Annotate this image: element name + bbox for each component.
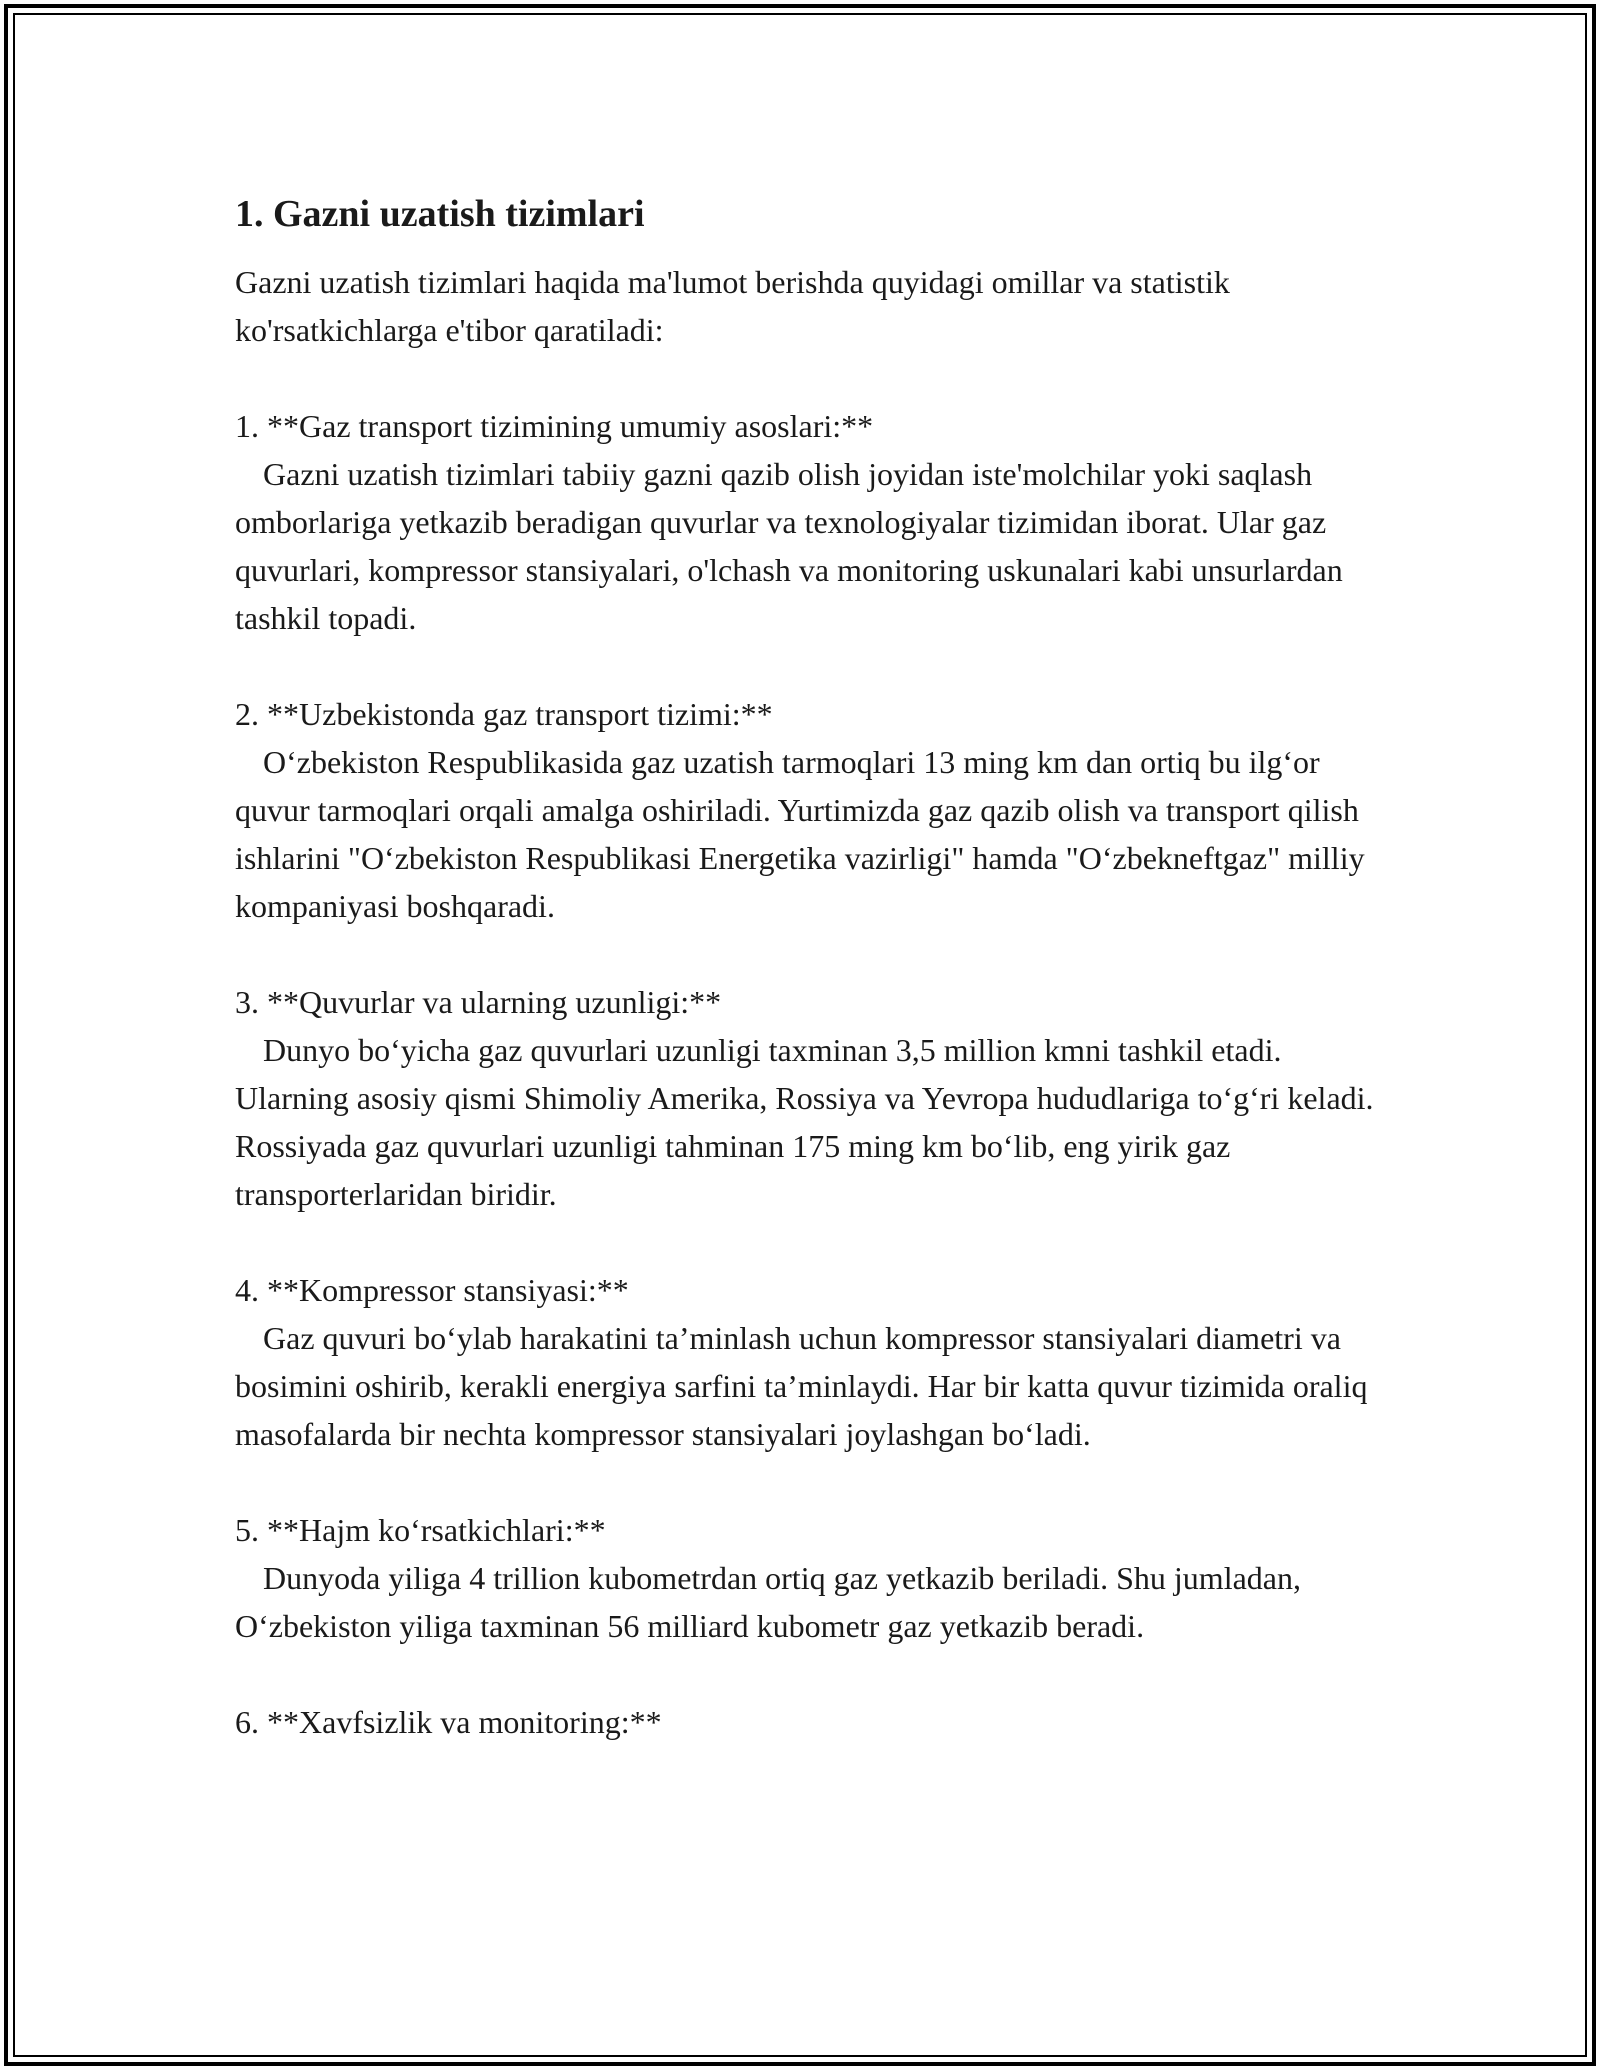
section-body: O‘zbekiston Respublikasida gaz uzatish tarmoqlari 13 ming km dan ortiq bu ilg‘or quvur tarmoqlari orqali amalga oshiriladi. Yurtimizda gaz qazib olish va transport qilish ishlarini "O‘zbekiston Respublikasi Energetika vazirligi" hamda "O‘zbekneftgaz" milliy kompaniyasi boshqaradi. <box>235 744 1365 924</box>
section-4 <box>235 1266 1385 1458</box>
section-heading: 6. **Xavfsizlik va monitoring:** <box>235 1704 662 1740</box>
section-body: Dunyoda yiliga 4 trillion kubometrdan ortiq gaz yetkazib beriladi. Shu jumladan, O‘zbekiston yiliga taxminan 56 milliard kubometr gaz yetkazib beradi. <box>235 1560 1301 1644</box>
section-1 <box>235 402 1385 642</box>
section-body: Gaz quvuri bo‘ylab harakatini ta’minlash uchun kompressor stansiyalari diametri va bosimini oshirib, kerakli energiya sarfini ta’minlaydi. Har bir katta quvur tizimida oraliq masofalarda bir nechta kompressor stansiyalari joylashgan bo‘ladi. <box>235 1320 1368 1452</box>
intro-paragraph: Gazni uzatish tizimlari haqida ma'lumot berishda quyidagi omillar va statistik ko'rsatkichlarga e'tibor qaratiladi: <box>235 264 1230 348</box>
section-heading: 1. **Gaz transport tizimining umumiy asoslari:** <box>235 408 874 444</box>
document-body <box>235 182 1385 1746</box>
document-title: 1. Gazni uzatish tizimlari <box>235 193 645 235</box>
section-body: Gazni uzatish tizimlari tabiiy gazni qazib olish joyidan iste'molchilar yoki saqlash omborlariga yetkazib beradigan quvurlar va texnologiyalar tizimidan iborat. Ular gaz quvurlari, kompressor stansiyalari, o'lchash va monitoring uskunalari kabi unsurlardan tashkil topadi. <box>235 456 1343 636</box>
section-3 <box>235 978 1385 1218</box>
section-2 <box>235 690 1385 930</box>
section-body: Dunyo bo‘yicha gaz quvurlari uzunligi taxminan 3,5 million kmni tashkil etadi. Ularning asosiy qismi Shimoliy Amerika, Rossiya va Yevropa hududlariga to‘g‘ri keladi. Rossiyada gaz quvurlari uzunligi tahminan 175 ming km bo‘lib, eng yirik gaz transporterlaridan biridir. <box>235 1032 1374 1212</box>
section-5 <box>235 1506 1385 1650</box>
section-heading: 2. **Uzbekistonda gaz transport tizimi:** <box>235 696 773 732</box>
section-6 <box>235 1698 1385 1746</box>
section-heading: 3. **Quvurlar va ularning uzunligi:** <box>235 984 722 1020</box>
section-heading: 5. **Hajm ko‘rsatkichlari:** <box>235 1512 606 1548</box>
section-heading: 4. **Kompressor stansiyasi:** <box>235 1272 629 1308</box>
